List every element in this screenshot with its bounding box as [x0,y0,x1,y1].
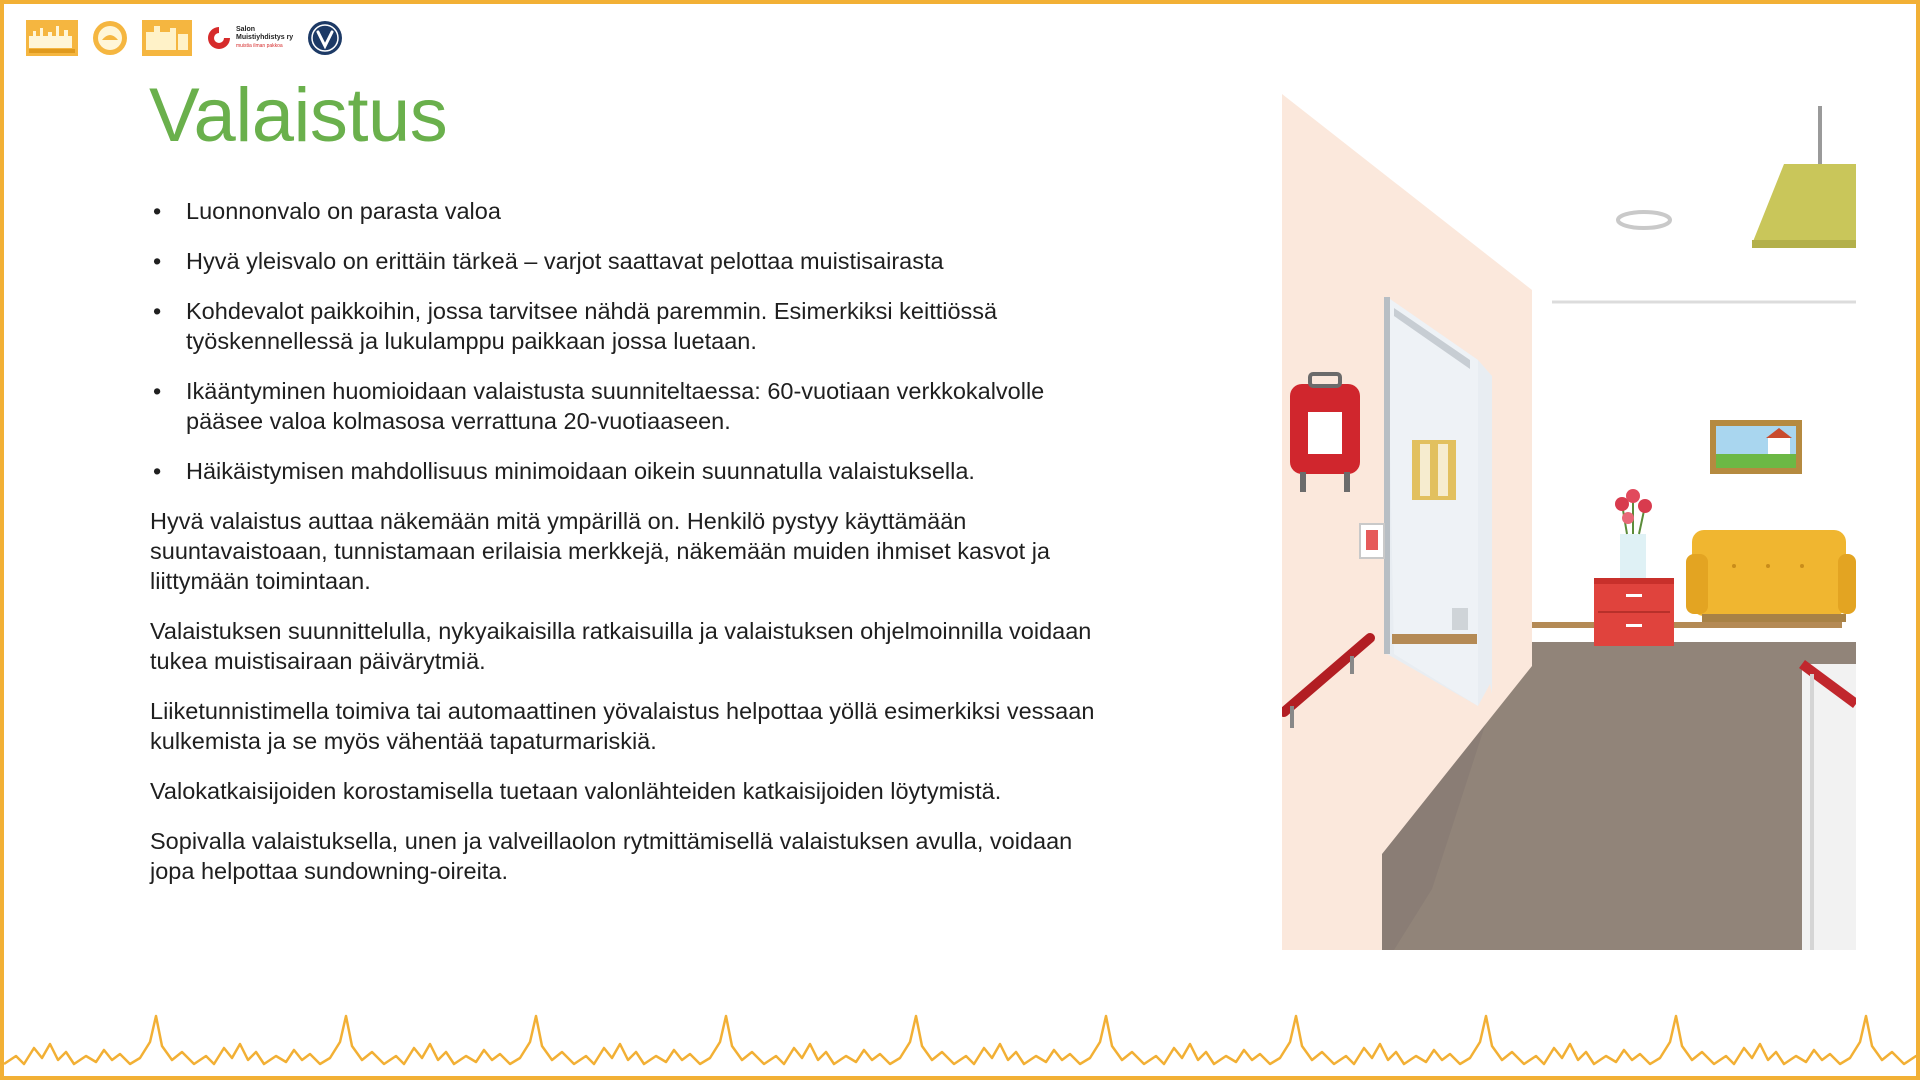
red-swirl-icon [206,25,232,51]
logo-line-3: muistia ilman pakkoa [236,43,283,49]
bullet-marker: • [153,298,162,324]
bullet-text: Ikääntyminen huomioidaan valaistusta suunniteltaessa: 60-vuotiaan verkkokalvolle pääsee valoa kolmasosa verrattuna 20-vuotiaaseen. [186,378,1045,434]
hallway-illustration [1282,94,1856,950]
bullet-item [150,376,1110,436]
bullet-text: Kohdevalot paikkoihin, jossa tarvitsee nähdä paremmin. Esimerkiksi keittiössä työskennellessä ja lukulamppu paikkaan jossa luetaan. [186,298,998,354]
bullet-marker: • [153,198,162,224]
paragraph: Liiketunnistimella toimiva tai automaattinen yövalaistus helpottaa yöllä esimerkiksi vessaan kulkemista ja se myös vähentää tapaturmariskiä. [150,698,1095,754]
bullet-marker: • [153,458,162,484]
bullet-list [150,196,1110,486]
bullet-item [150,246,1110,276]
association-emblem-logo [307,20,343,56]
wall-outlet-icon [1452,608,1468,630]
slide-title: Valaistus [149,73,448,158]
skirting-board [1512,622,1842,628]
flower-vase-icon [1620,534,1646,578]
logo-line-2: Muistiyhdistys ry [236,34,294,41]
bullet-item [150,456,1110,486]
yellow-sofa-icon [1692,530,1846,616]
muistiyhdistys-logo [206,25,293,51]
bullet-text: Luonnonvalo on parasta valoa [186,198,501,224]
bullet-item [150,196,1110,226]
bullet-text: Häikäistymisen mahdollisuus minimoidaan oikein suunnatulla valaistuksella. [186,458,975,484]
logo-line-1: Salon [236,26,256,33]
paragraph: Valokatkaisijoiden korostamisella tuetaan valonlähteiden katkaisijoiden löytymistä. [150,778,1002,804]
bullet-marker: • [153,248,162,274]
paragraph: Sopivalla valaistuksella, unen ja valveillaolon rytmittämisellä valaistuksen avulla, voidaan jopa helpottaa sundowning-oireita. [150,828,1073,884]
building-logo [142,20,192,56]
slide-body [150,196,1110,906]
paragraph: Hyvä valaistus auttaa näkemään mitä ympärillä on. Henkilö pystyy käyttämään suuntavaistoaan, tunnistamaan erilaisia merkkejä, näkemään muiden ihmiset kasvot ja liittymään toimintaan. [150,508,1050,594]
logo-bar [26,20,343,56]
circle-emblem-logo [92,20,128,56]
bullet-marker: • [153,378,162,404]
bullet-item [150,296,1110,356]
paragraph: Valaistuksen suunnittelulla, nykyaikaisilla ratkaisuilla ja valaistuksen ohjelmoinnilla voidaan tukea muistisairaan päivärytmiä. [150,618,1092,674]
city-skyline-logo [26,20,78,56]
footer-skyline-decoration [4,986,1920,1076]
door-sign-icon [1412,440,1456,500]
bullet-text: Hyvä yleisvalo on erittäin tärkeä – varjot saattavat pelottaa muistisairasta [186,248,944,274]
